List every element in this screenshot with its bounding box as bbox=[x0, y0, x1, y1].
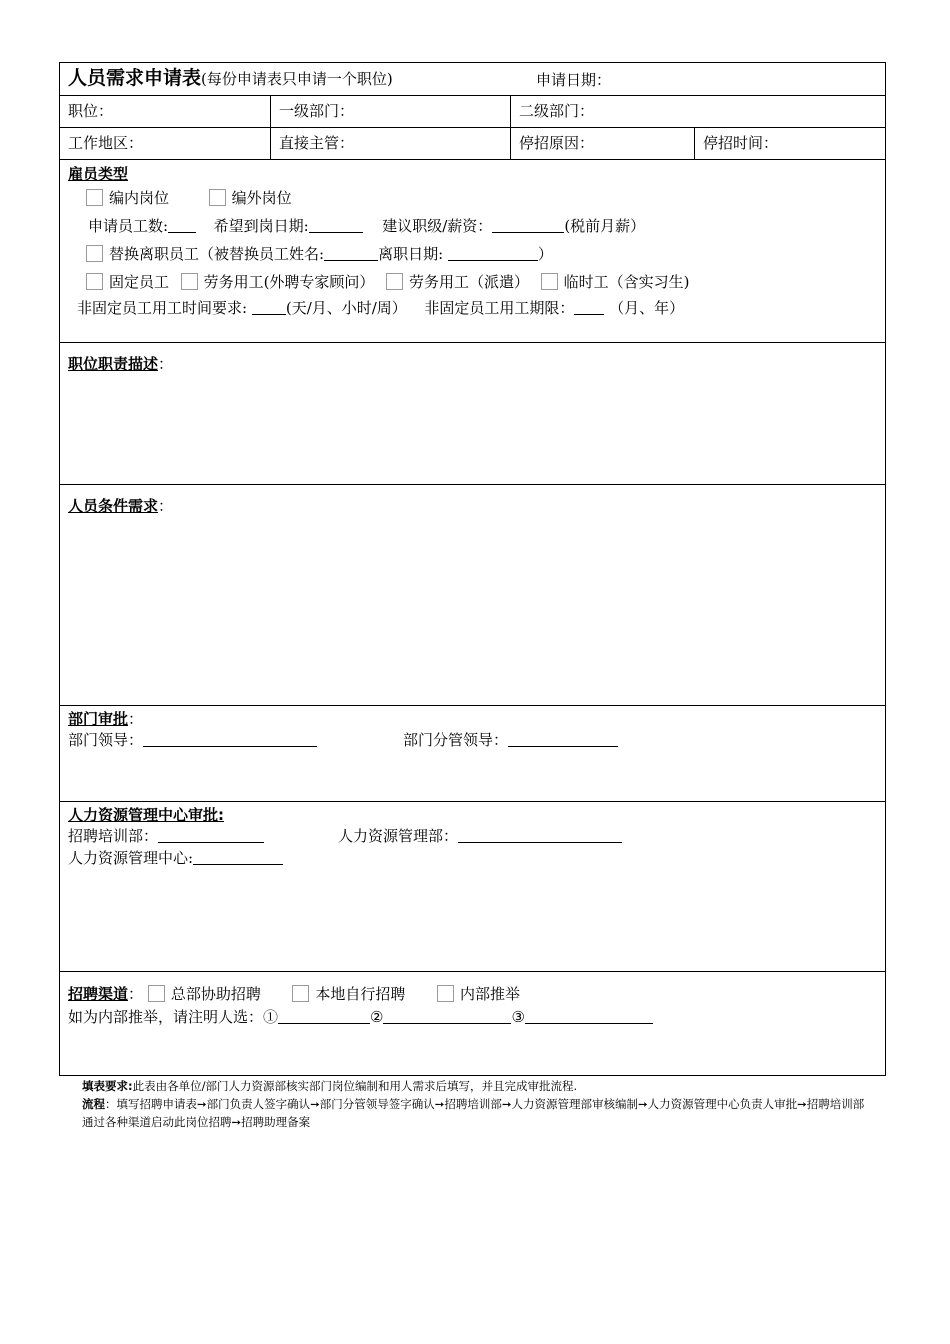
referral-3-field[interactable] bbox=[525, 1009, 653, 1024]
leave-date-label: 离职日期: bbox=[378, 245, 444, 263]
fill-requirements-label: 填表要求: bbox=[82, 1079, 133, 1093]
process-flow-label: 流程 bbox=[82, 1097, 105, 1111]
internal-referral-checkbox[interactable] bbox=[437, 985, 454, 1002]
duties-heading: 职位职责描述 bbox=[68, 355, 159, 373]
employment-section bbox=[60, 160, 885, 343]
referral-2-field[interactable] bbox=[383, 1009, 511, 1024]
labor-expert-label: 劳务用工(外聘专家顾问） bbox=[203, 273, 375, 291]
duties-input-area[interactable] bbox=[68, 379, 877, 478]
nonfixed-row bbox=[77, 298, 684, 318]
form-title: 人员需求申请表 bbox=[68, 67, 202, 89]
requirements-input-area[interactable] bbox=[68, 521, 877, 699]
worker-type-row bbox=[86, 272, 689, 292]
process-flow-text: ：填写招聘申请表➙部门负责人签字确认➙部门分管领导签字确认➙招聘培训部➙人力资源管理部审核编制➙人力资源管理中心负责人审批➙招聘培训部通过各种渠道启动此岗位招聘➙招聘助理备案 bbox=[82, 1097, 865, 1129]
employment-heading: 雇员类型 bbox=[68, 165, 129, 183]
labor-expert-checkbox[interactable] bbox=[181, 273, 198, 290]
duties-section bbox=[60, 343, 885, 485]
apply-date-field[interactable] bbox=[628, 67, 878, 91]
dept-leader-field[interactable] bbox=[143, 732, 317, 747]
referral-label: 如为内部推举，请注明人选： bbox=[68, 1008, 264, 1026]
leave-date-field[interactable] bbox=[448, 246, 538, 261]
apply-date-label: 申请日期： bbox=[536, 71, 612, 89]
dept-approval-heading: 部门审批 bbox=[68, 710, 129, 728]
fill-requirements-text: 此表由各单位/部门人力资源部核实部门岗位编制和用人需求后填写，并且完成审批流程. bbox=[132, 1079, 578, 1093]
dept-approval-colon: ： bbox=[128, 710, 144, 728]
channel-section bbox=[60, 972, 885, 1076]
stop-time-field[interactable]: 停招时间： bbox=[703, 134, 779, 152]
hr-center-field[interactable] bbox=[193, 850, 283, 865]
requirements-colon: ： bbox=[158, 497, 174, 515]
hr-dept-label: 人力资源管理部： bbox=[338, 827, 459, 845]
hr-approval-heading: 人力资源管理中心审批: bbox=[68, 806, 224, 824]
form-subtitle: (每份申请表只申请一个职位) bbox=[201, 70, 393, 88]
salary-field[interactable] bbox=[492, 218, 564, 233]
dept-leader-label: 部门领导： bbox=[68, 731, 144, 749]
training-dept-label: 招聘培训部： bbox=[68, 827, 159, 845]
temp-checkbox[interactable] bbox=[541, 273, 558, 290]
position-field[interactable]: 职位： bbox=[60, 96, 271, 127]
dept-manager-field[interactable] bbox=[508, 732, 618, 747]
hr-dept-field[interactable] bbox=[458, 828, 622, 843]
replace-checkbox[interactable] bbox=[86, 245, 103, 262]
close-paren: ） bbox=[537, 245, 553, 263]
employment-options-row bbox=[86, 188, 292, 208]
location-row bbox=[60, 128, 885, 160]
salary-note: (税前月薪） bbox=[564, 217, 646, 235]
training-dept-field[interactable] bbox=[158, 828, 264, 843]
nonfixed-term-label: 非固定员工用工期限： bbox=[424, 299, 575, 317]
in-quota-checkbox[interactable] bbox=[86, 189, 103, 206]
duties-colon: ： bbox=[158, 355, 174, 373]
dept1-field[interactable]: 一级部门： bbox=[271, 96, 511, 127]
hq-assist-label: 总部协助招聘 bbox=[170, 985, 261, 1003]
hr-approval-section bbox=[60, 802, 885, 972]
labor-dispatch-checkbox[interactable] bbox=[386, 273, 403, 290]
requisition-form bbox=[59, 62, 886, 1076]
dept-manager-label: 部门分管领导： bbox=[403, 731, 509, 749]
salary-label: 建议职级/薪资： bbox=[382, 217, 493, 235]
local-recruit-label: 本地自行招聘 bbox=[315, 985, 406, 1003]
count-field[interactable] bbox=[168, 218, 196, 233]
temp-label: 临时工（含实习生) bbox=[563, 273, 690, 291]
nonfixed-time-label: 非固定员工用工时间要求: bbox=[77, 299, 248, 317]
out-quota-checkbox[interactable] bbox=[209, 189, 226, 206]
referral-1-marker: ① bbox=[263, 1008, 279, 1026]
nonfixed-time-unit: (天/月、小时/周） bbox=[285, 299, 407, 317]
channel-heading: 招聘渠道 bbox=[68, 985, 129, 1003]
labor-dispatch-label: 劳务用工（派遣） bbox=[409, 273, 530, 291]
nonfixed-term-field[interactable] bbox=[574, 300, 604, 315]
requirements-heading: 人员条件需求 bbox=[68, 497, 159, 515]
count-label: 申请员工数: bbox=[88, 217, 169, 235]
dept2-field[interactable]: 二级部门： bbox=[519, 102, 595, 120]
arrival-label: 希望到岗日期: bbox=[213, 217, 309, 235]
process-flow bbox=[82, 1095, 872, 1131]
out-quota-label: 编外岗位 bbox=[231, 189, 292, 207]
fixed-checkbox[interactable] bbox=[86, 273, 103, 290]
referral-3-marker: ③ bbox=[511, 1008, 525, 1026]
arrival-field[interactable] bbox=[309, 218, 363, 233]
replace-row bbox=[86, 244, 553, 264]
form-notes bbox=[82, 1077, 872, 1131]
nonfixed-time-field[interactable] bbox=[252, 300, 286, 315]
dept-approval-section bbox=[60, 706, 885, 802]
supervisor-field[interactable]: 直接主管： bbox=[271, 128, 511, 159]
fill-requirements bbox=[82, 1077, 872, 1095]
channel-colon: ： bbox=[128, 985, 144, 1003]
hq-assist-checkbox[interactable] bbox=[148, 985, 165, 1002]
location-field[interactable]: 工作地区： bbox=[60, 128, 271, 159]
nonfixed-term-unit: （月、年） bbox=[609, 299, 685, 317]
replace-name-field[interactable] bbox=[324, 246, 378, 261]
apply-info-row bbox=[88, 216, 645, 236]
stop-reason-field[interactable]: 停招原因： bbox=[511, 128, 695, 159]
referral-1-field[interactable] bbox=[278, 1009, 370, 1024]
requirements-section bbox=[60, 485, 885, 706]
referral-2-marker: ② bbox=[370, 1008, 384, 1026]
fixed-label: 固定员工 bbox=[109, 273, 170, 291]
hr-center-label: 人力资源管理中心: bbox=[68, 849, 194, 867]
local-recruit-checkbox[interactable] bbox=[292, 985, 309, 1002]
internal-referral-label: 内部推举 bbox=[459, 985, 520, 1003]
in-quota-label: 编内岗位 bbox=[109, 189, 170, 207]
title-row bbox=[60, 63, 885, 96]
replace-label: 替换离职员工（被替换员工姓名: bbox=[109, 245, 325, 263]
position-row bbox=[60, 96, 885, 128]
